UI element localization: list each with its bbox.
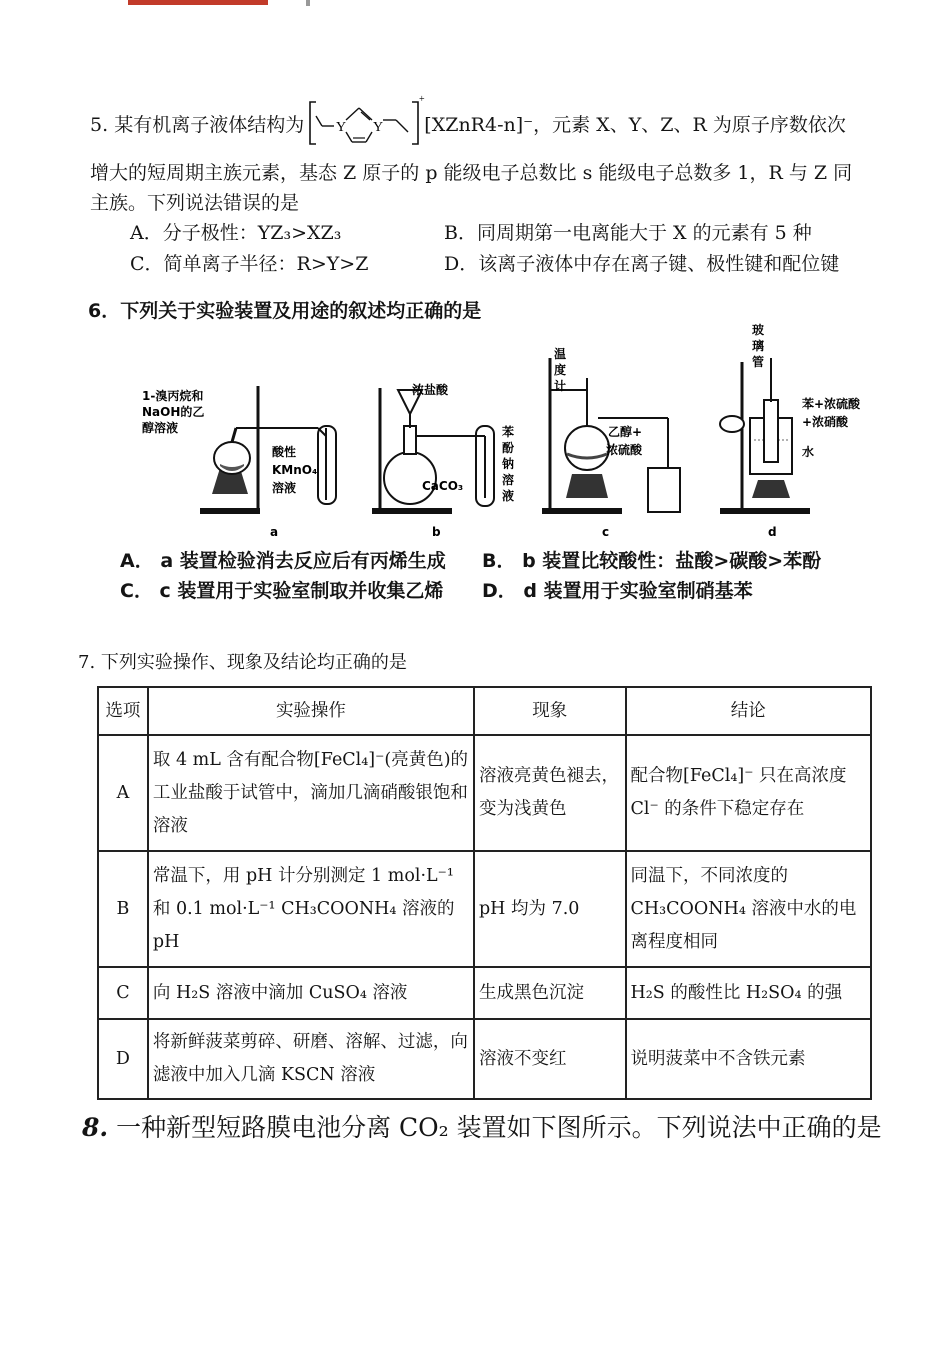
a-reagent-line3: 醇溶液: [142, 421, 179, 435]
apparatus-b: [372, 382, 515, 539]
q5-option-a: A．分子极性：YZ₃>XZ₃: [130, 222, 342, 244]
q6-apparatus-figure: [140, 318, 900, 548]
b-tube-char4: 溶: [502, 473, 515, 487]
apparatus-c: [542, 346, 680, 539]
b-tube-char1: 苯: [502, 425, 515, 439]
d-water-label: 水: [802, 445, 815, 459]
q8-stem: 一种新型短路膜电池分离 CO₂ 装置如下图所示。下列说法中正确的是: [116, 1113, 882, 1142]
q6-stem: 6．下列关于实验装置及用途的叙述均正确的是: [88, 300, 482, 322]
q5-option-b: B．同周期第一电离能大于 X 的元素有 5 种: [444, 222, 812, 244]
row-a-conclusion: 配合物[FeCl₄]⁻ 只在高浓度 Cl⁻ 的条件下稳定存在: [626, 735, 872, 851]
c-thermo-char2: 度: [554, 363, 567, 377]
d-mix-line2: +浓硝酸: [802, 415, 849, 429]
row-d-conclusion: 说明菠菜中不含铁元素: [626, 1019, 872, 1099]
row-b-phenomenon: pH 均为 7.0: [474, 851, 626, 967]
q5-option-c: C．简单离子半径：R>Y>Z: [130, 253, 369, 275]
row-d-phenomenon: 溶液不变红: [474, 1019, 626, 1099]
row-b-conclusion: 同温下，不同浓度的 CH₃COONH₄ 溶液中水的电离程度相同: [626, 851, 872, 967]
q8-stem-line: [82, 1110, 882, 1146]
q8-number: 8.: [82, 1113, 109, 1142]
row-a-phenomenon: 溶液亮黄色褪去，变为浅黄色: [474, 735, 626, 851]
d-tube-char1: 玻: [752, 323, 765, 337]
table-row: [98, 1019, 871, 1099]
a-reagent-line2: NaOH的乙: [142, 405, 205, 419]
row-b-option: B: [98, 851, 148, 967]
c-mix-line1: 乙醇+: [608, 425, 643, 439]
row-a-operation: 取 4 mL 含有配合物[FeCl₄]⁻(亮黄色)的工业盐酸于试管中，滴加几滴硝酸银饱和溶液: [148, 735, 474, 851]
q6-option-c: C． c 装置用于实验室制取并收集乙烯: [120, 580, 444, 602]
q6-option-a: A． a 装置检验消去反应后有丙烯生成: [120, 550, 446, 572]
row-c-operation: 向 H₂S 溶液中滴加 CuSO₄ 溶液: [148, 967, 474, 1019]
row-a-option: A: [98, 735, 148, 851]
c-thermo-char1: 温: [554, 347, 567, 361]
q5-intro: 某有机离子液体结构为: [114, 114, 305, 136]
caption-c: c: [602, 525, 610, 539]
a-tube-line2: KMnO₄: [272, 463, 318, 477]
apparatus-a: [142, 386, 336, 539]
a-tube-line3: 溶液: [272, 481, 297, 495]
a-reagent-line1: 1-溴丙烷和: [142, 389, 204, 403]
q6-option-d: D． d 装置用于实验室制硝基苯: [482, 580, 753, 602]
d-tube-char3: 管: [752, 355, 765, 369]
svg-text:Y: Y: [373, 120, 384, 135]
q7-stem: 7. 下列实验操作、现象及结论均正确的是: [78, 652, 407, 673]
q6-option-b: B． b 装置比较酸性：盐酸>碳酸>苯酚: [482, 550, 822, 572]
q5-number: 5.: [90, 114, 109, 136]
q7-table: [97, 686, 872, 1100]
d-mix-line1: 苯+浓硫酸: [802, 397, 861, 411]
q5-line1-rest: ，元素 X、Y、Z、R 为原子序数依次: [533, 114, 846, 136]
row-c-conclusion: H₂S 的酸性比 H₂SO₄ 的强: [626, 967, 872, 1019]
svg-text:+: +: [419, 94, 425, 105]
header-option: 选项: [98, 687, 148, 735]
row-d-option: D: [98, 1019, 148, 1099]
table-header-row: [98, 687, 871, 735]
b-tube-char3: 钠: [502, 457, 515, 471]
c-mix-line2: 浓硫酸: [606, 443, 643, 457]
row-c-phenomenon: 生成黑色沉淀: [474, 967, 626, 1019]
b-acid-label: 浓盐酸: [412, 383, 449, 397]
caption-d: d: [768, 525, 777, 539]
ionic-liquid-structure-diagram: [310, 94, 425, 150]
b-tube-char5: 液: [502, 489, 515, 503]
header-decoration-mark: [306, 0, 310, 6]
header-conclusion: 结论: [626, 687, 872, 735]
svg-text:Y: Y: [336, 120, 347, 135]
apparatus-d: [720, 322, 861, 539]
b-tube-char2: 酚: [502, 441, 515, 455]
table-row: [98, 967, 871, 1019]
q5-anion-formula: [XZnR4-n]⁻: [424, 114, 534, 136]
q5-line3: 主族。下列说法错误的是: [90, 192, 300, 214]
q5-line1: [90, 94, 846, 140]
q5-option-d: D．该离子液体中存在离子键、极性键和配位键: [444, 253, 840, 275]
header-phenomenon: 现象: [474, 687, 626, 735]
header-decoration: [128, 0, 268, 5]
d-tube-char2: 璃: [752, 339, 765, 353]
b-solid-label: CaCO₃: [422, 479, 464, 493]
row-b-operation: 常温下，用 pH 计分别测定 1 mol·L⁻¹ 和 0.1 mol·L⁻¹ CH₃COONH₄ 溶液的 pH: [148, 851, 474, 967]
caption-b: b: [432, 525, 441, 539]
q5-line2: 增大的短周期主族元素，基态 Z 原子的 p 能级电子总数比 s 能级电子总数多 1，R 与 Z 同: [90, 162, 853, 184]
table-row: [98, 735, 871, 851]
caption-a: a: [270, 525, 279, 539]
c-thermo-char3: 计: [554, 379, 567, 393]
a-tube-line1: 酸性: [272, 445, 297, 459]
header-operation: 实验操作: [148, 687, 474, 735]
table-row: [98, 851, 871, 967]
row-d-operation: 将新鲜菠菜剪碎、研磨、溶解、过滤，向滤液中加入几滴 KSCN 溶液: [148, 1019, 474, 1099]
row-c-option: C: [98, 967, 148, 1019]
